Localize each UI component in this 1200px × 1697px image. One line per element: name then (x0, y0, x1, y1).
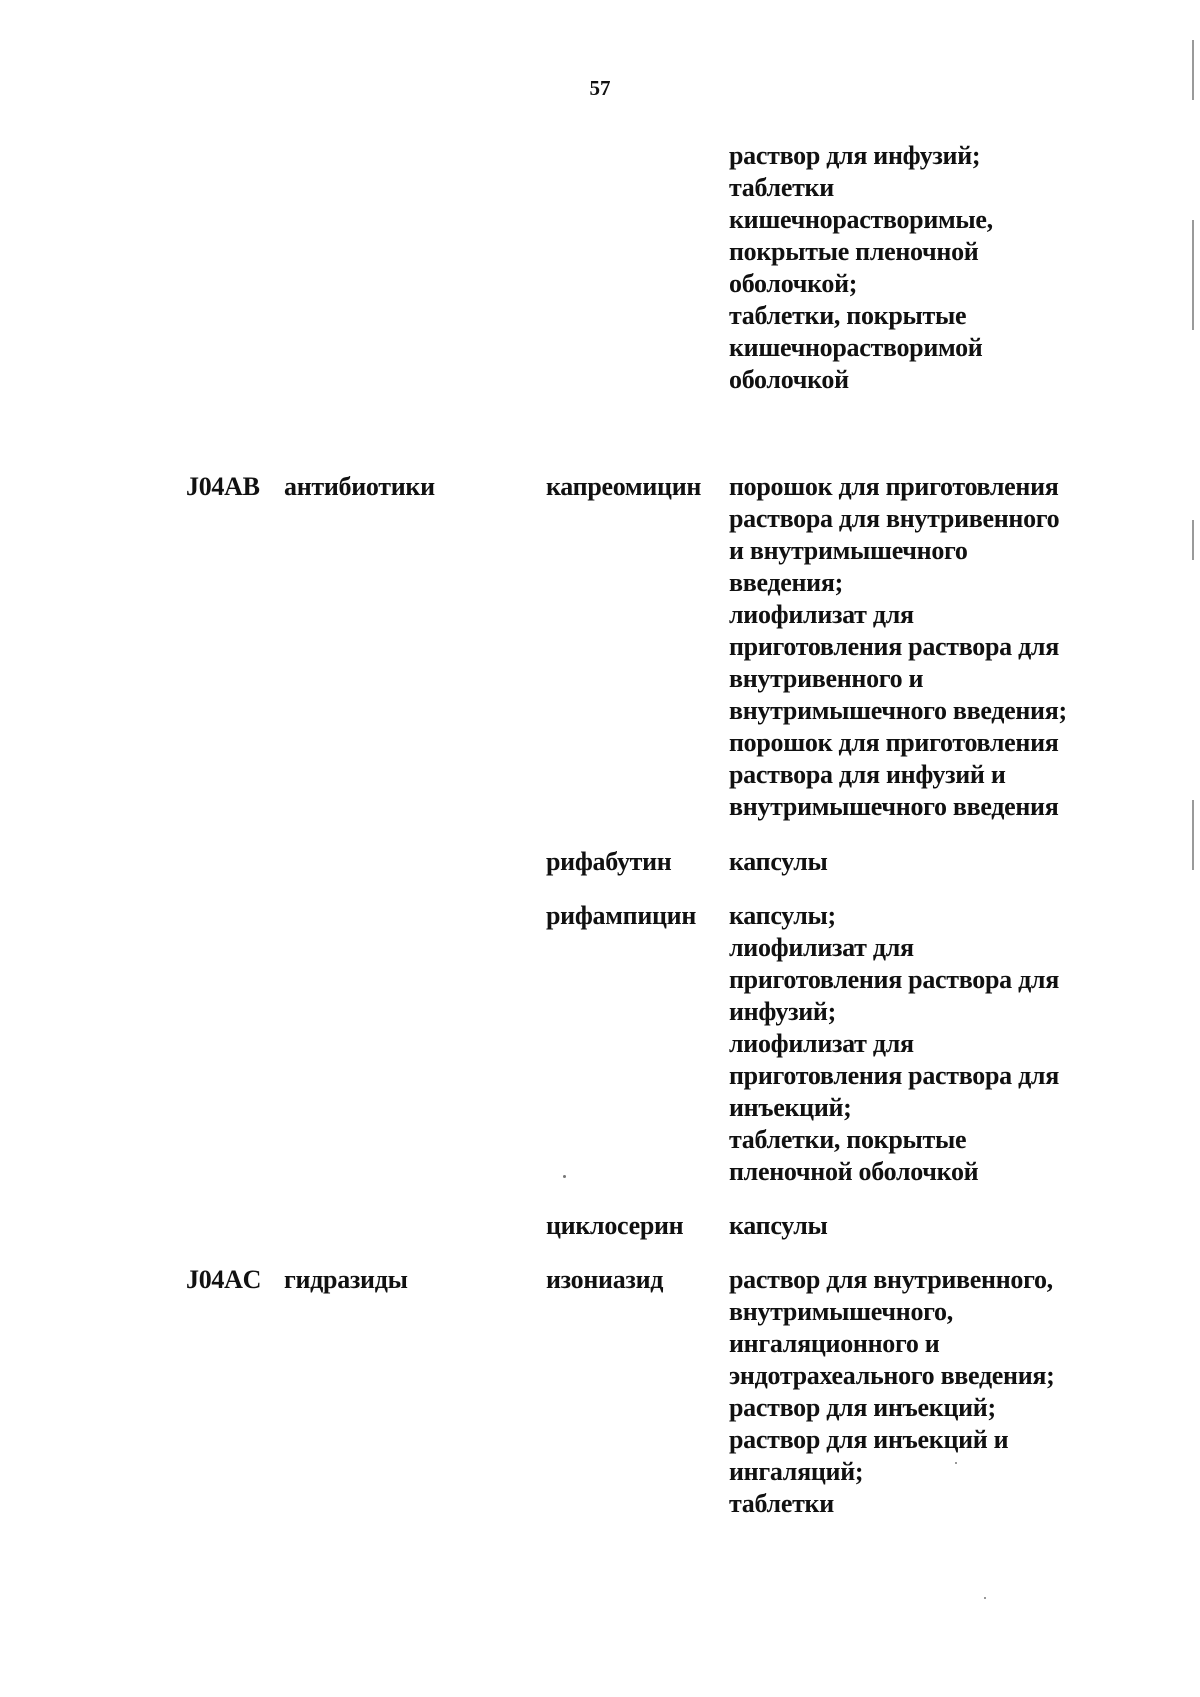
drug-dosage-forms (729, 1210, 828, 1242)
dosage-form-line: инфузий; (729, 997, 836, 1026)
dosage-form-line: лиофилизат для (729, 1029, 914, 1058)
dosage-form-line: лиофилизат для (729, 933, 914, 962)
atc-group-name: гидразиды (284, 1265, 408, 1294)
drug-dosage-forms (729, 471, 1067, 823)
drug-dosage-forms (729, 1264, 1055, 1520)
dosage-form-line: внутримышечного введения (729, 792, 1059, 821)
dosage-form-line: раствор для инъекций; (729, 1393, 996, 1422)
scan-speck (563, 1175, 566, 1178)
dosage-form-line: пленочной оболочкой (729, 1157, 979, 1186)
dosage-form-line: раствор для инфузий; (729, 141, 981, 170)
dosage-form-line: порошок для приготовления (729, 472, 1059, 501)
dosage-form-line: раствора для внутривенного (729, 504, 1060, 533)
drug-name: циклосерин (546, 1211, 684, 1240)
dosage-form-line: оболочкой (729, 365, 849, 394)
drug-dosage-forms (729, 846, 828, 878)
dosage-form-line: кишечнорастворимой (729, 333, 983, 362)
scan-speck (984, 1597, 986, 1599)
scan-speck (955, 1462, 957, 1464)
dosage-form-line: порошок для приготовления (729, 728, 1059, 757)
dosage-form-line: капсулы; (729, 901, 836, 930)
dosage-form-line: оболочкой; (729, 269, 858, 298)
atc-code: J04AC (186, 1265, 262, 1294)
dosage-form-line: инъекций; (729, 1093, 852, 1122)
dosage-form-line: внутримышечного введения; (729, 696, 1067, 725)
dosage-form-line: приготовления раствора для (729, 1061, 1059, 1090)
dosage-form-line: введения; (729, 568, 843, 597)
dosage-form-line: внутримышечного, (729, 1297, 953, 1326)
dosage-form-line: таблетки (729, 1489, 834, 1518)
dosage-form-line: ингаляций; (729, 1457, 864, 1486)
drug-name: изониазид (546, 1265, 664, 1294)
dosage-form-line: ингаляционного и (729, 1329, 940, 1358)
dosage-form-line: таблетки, покрытые (729, 301, 967, 330)
dosage-form-line: раствор для инъекций и (729, 1425, 1009, 1454)
dosage-form-line: раствора для инфузий и (729, 760, 1006, 789)
drug-name: капреомицин (546, 472, 702, 501)
dosage-form-line: приготовления раствора для (729, 965, 1059, 994)
scan-edge-mark (1192, 520, 1194, 560)
dosage-form-line: эндотрахеального введения; (729, 1361, 1055, 1390)
atc-group-name: антибиотики (284, 472, 435, 501)
scan-edge-mark (1192, 220, 1194, 330)
page-number: 57 (589, 76, 611, 100)
dosage-form-line: раствор для внутривенного, (729, 1265, 1053, 1294)
dosage-form-line: лиофилизат для (729, 600, 914, 629)
dosage-form-line: приготовления раствора для (729, 632, 1059, 661)
dosage-form-line: капсулы (729, 847, 828, 876)
dosage-form-line: кишечнорастворимые, (729, 205, 993, 234)
dosage-form-line: покрытые пленочной (729, 237, 979, 266)
dosage-form-line: капсулы (729, 1211, 828, 1240)
dosage-form-line: и внутримышечного (729, 536, 968, 565)
drug-name: рифабутин (546, 847, 672, 876)
scan-edge-mark (1192, 800, 1194, 870)
scan-edge-mark (1192, 40, 1194, 100)
dosage-form-line: таблетки (729, 173, 834, 202)
atc-code: J04AB (186, 472, 260, 501)
drug-dosage-forms (729, 900, 1059, 1188)
dosage-form-line: таблетки, покрытые (729, 1125, 967, 1154)
drug-name: рифампицин (546, 901, 697, 930)
continuation-dosage-forms (729, 140, 993, 396)
dosage-form-line: внутривенного и (729, 664, 924, 693)
